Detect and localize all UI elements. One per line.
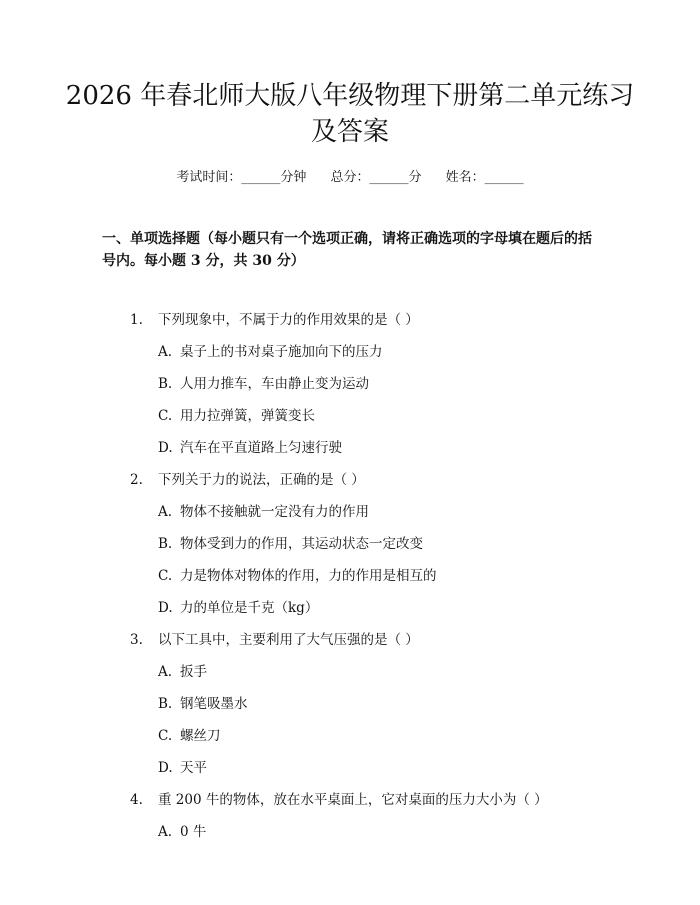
question-number: 4. — [130, 792, 143, 808]
page-title: 2026 年春北师大版八年级物理下册第二单元练习及答案 — [65, 81, 635, 147]
option-letter: A. — [158, 824, 173, 840]
option — [158, 502, 598, 522]
exam-score: 总分：______分 — [330, 170, 422, 185]
option-text: 0 牛 — [180, 824, 207, 840]
option-letter: A. — [158, 664, 173, 680]
option-letter: C. — [158, 568, 173, 584]
question-number: 1. — [130, 312, 143, 328]
option-text: 力是物体对物体的作用，力的作用是相互的 — [180, 568, 437, 584]
option-text: 钢笔吸墨水 — [180, 696, 248, 712]
option-letter: D. — [158, 760, 173, 776]
option-letter: A. — [158, 344, 173, 360]
option-letter: B. — [158, 376, 173, 392]
question-number: 2. — [130, 472, 143, 488]
option-letter: A. — [158, 504, 173, 520]
option-letter: C. — [158, 408, 173, 424]
question-text: 下列现象中，不属于力的作用效果的是（ ） — [158, 312, 419, 328]
option-text: 天平 — [180, 760, 207, 776]
option-text: 桌子上的书对桌子施加向下的压力 — [180, 344, 383, 360]
exam-name: 姓名：______ — [445, 170, 524, 185]
option — [158, 374, 598, 394]
option — [158, 822, 598, 842]
option — [158, 694, 598, 714]
option-text: 扳手 — [180, 664, 207, 680]
option-letter: C. — [158, 728, 173, 744]
question-text: 重 200 牛的物体，放在水平桌面上，它对桌面的压力大小为（ ） — [158, 792, 548, 808]
option-letter: B. — [158, 696, 173, 712]
option-text: 力的单位是千克（kg） — [180, 600, 319, 616]
option — [158, 566, 598, 586]
option — [158, 342, 598, 362]
question-number: 3. — [130, 632, 143, 648]
question-text: 以下工具中，主要利用了大气压强的是（ ） — [158, 632, 419, 648]
exam-time: 考试时间：______分钟 — [176, 170, 307, 185]
option-letter: D. — [158, 440, 173, 456]
option-text: 螺丝刀 — [180, 728, 221, 744]
option-letter: B. — [158, 536, 173, 552]
option-text: 人用力推车，车由静止变为运动 — [180, 376, 369, 392]
option — [158, 534, 598, 554]
option-text: 物体受到力的作用，其运动状态一定改变 — [180, 536, 423, 552]
question-3 — [130, 630, 610, 650]
question-2 — [130, 470, 610, 490]
question-text: 下列关于力的说法，正确的是（ ） — [158, 472, 365, 488]
option-text: 物体不接触就一定没有力的作用 — [180, 504, 369, 520]
option-text: 用力拉弹簧，弹簧变长 — [180, 408, 315, 424]
question-1 — [130, 310, 610, 330]
section-heading: 一、单项选择题（每小题只有一个选项正确，请将正确选项的字母填在题后的括号内。每小题 3 分，共 30 分） — [102, 231, 592, 269]
option-letter: D. — [158, 600, 173, 616]
option — [158, 758, 598, 778]
exam-info — [0, 168, 700, 188]
option — [158, 726, 598, 746]
question-4 — [130, 790, 610, 810]
option — [158, 406, 598, 426]
option — [158, 438, 598, 458]
option-text: 汽车在平直道路上匀速行驶 — [180, 440, 342, 456]
option — [158, 598, 598, 618]
option — [158, 662, 598, 682]
